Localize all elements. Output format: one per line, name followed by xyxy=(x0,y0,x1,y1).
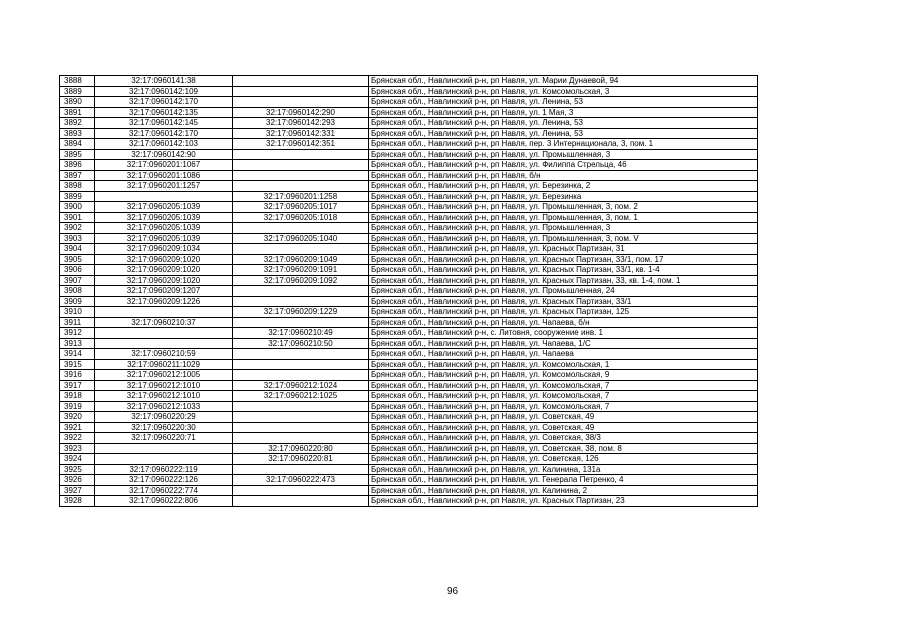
cadastral-number-cell: 32:17:0960212:1010 xyxy=(95,380,233,391)
row-number-cell: 3915 xyxy=(60,359,95,370)
table-row xyxy=(60,370,758,381)
related-cadastral-number-cell: 32:17:0960209:1049 xyxy=(233,254,369,265)
row-number-cell: 3899 xyxy=(60,191,95,202)
table-row xyxy=(60,275,758,286)
related-cadastral-number-cell xyxy=(233,317,369,328)
cadastral-number-cell: 32:17:0960211:1029 xyxy=(95,359,233,370)
table-row xyxy=(60,422,758,433)
table-row xyxy=(60,170,758,181)
cadastral-number-cell: 32:17:0960209:1207 xyxy=(95,286,233,297)
row-number-cell: 3903 xyxy=(60,233,95,244)
related-cadastral-number-cell xyxy=(233,160,369,171)
cadastral-number-cell: 32:17:0960220:29 xyxy=(95,412,233,423)
table-row xyxy=(60,307,758,318)
table-row xyxy=(60,317,758,328)
related-cadastral-number-cell: 32:17:0960210:50 xyxy=(233,338,369,349)
related-cadastral-number-cell xyxy=(233,76,369,87)
row-number-cell: 3925 xyxy=(60,464,95,475)
table-row xyxy=(60,107,758,118)
address-cell: Брянская обл., Навлинский р-н, рп Навля, ул. Промышленная, 3 xyxy=(369,149,758,160)
address-cell: Брянская обл., Навлинский р-н, рп Навля, ул. Промышленная, 3, пом. V xyxy=(369,233,758,244)
related-cadastral-number-cell xyxy=(233,223,369,234)
table-row xyxy=(60,401,758,412)
related-cadastral-number-cell xyxy=(233,170,369,181)
table-row xyxy=(60,223,758,234)
address-cell: Брянская обл., Навлинский р-н, рп Навля, ул. Комсомольская, 7 xyxy=(369,401,758,412)
row-number-cell: 3926 xyxy=(60,475,95,486)
address-cell: Брянская обл., Навлинский р-н, рп Навля, ул. Красных Партизан, 31 xyxy=(369,244,758,255)
address-cell: Брянская обл., Навлинский р-н, рп Навля, ул. Советская, 49 xyxy=(369,412,758,423)
row-number-cell: 3890 xyxy=(60,97,95,108)
cadastral-number-cell: 32:17:0960201:1086 xyxy=(95,170,233,181)
row-number-cell: 3898 xyxy=(60,181,95,192)
cadastral-number-cell: 32:17:0960142:135 xyxy=(95,107,233,118)
table-row xyxy=(60,128,758,139)
cadastral-number-cell: 32:17:0960209:1020 xyxy=(95,275,233,286)
row-number-cell: 3895 xyxy=(60,149,95,160)
row-number-cell: 3927 xyxy=(60,485,95,496)
row-number-cell: 3916 xyxy=(60,370,95,381)
table-row xyxy=(60,265,758,276)
row-number-cell: 3889 xyxy=(60,86,95,97)
address-cell: Брянская обл., Навлинский р-н, рп Навля, ул. Ленина, 53 xyxy=(369,97,758,108)
table-row xyxy=(60,212,758,223)
cadastral-number-cell: 32:17:0960142:90 xyxy=(95,149,233,160)
address-cell: Брянская обл., Навлинский р-н, рп Навля, ул. Комсомольская, 7 xyxy=(369,391,758,402)
cadastral-number-cell: 32:17:0960141:38 xyxy=(95,76,233,87)
row-number-cell: 3921 xyxy=(60,422,95,433)
related-cadastral-number-cell: 32:17:0960222:473 xyxy=(233,475,369,486)
table-row xyxy=(60,328,758,339)
table-row xyxy=(60,202,758,213)
table-row xyxy=(60,391,758,402)
cadastral-number-cell: 32:17:0960142:109 xyxy=(95,86,233,97)
related-cadastral-number-cell: 32:17:0960142:293 xyxy=(233,118,369,129)
address-cell: Брянская обл., Навлинский р-н, рп Навля, ул. Советская, 49 xyxy=(369,422,758,433)
related-cadastral-number-cell xyxy=(233,433,369,444)
related-cadastral-number-cell: 32:17:0960209:1092 xyxy=(233,275,369,286)
row-number-cell: 3928 xyxy=(60,496,95,507)
registry-table xyxy=(59,75,758,507)
related-cadastral-number-cell xyxy=(233,496,369,507)
address-cell: Брянская обл., Навлинский р-н, рп Навля, ул. Промышленная, 3 xyxy=(369,223,758,234)
table-row xyxy=(60,181,758,192)
address-cell: Брянская обл., Навлинский р-н, рп Навля, ул. Красных Партизан, 33/1, кв. 1-4 xyxy=(369,265,758,276)
address-cell: Брянская обл., Навлинский р-н, рп Навля, ул. Генерала Петренко, 4 xyxy=(369,475,758,486)
table-row xyxy=(60,244,758,255)
related-cadastral-number-cell xyxy=(233,359,369,370)
address-cell: Брянская обл., Навлинский р-н, рп Навля, ул. Промышленная, 24 xyxy=(369,286,758,297)
address-cell: Брянская обл., Навлинский р-н, рп Навля, ул. Советская, 126 xyxy=(369,454,758,465)
cadastral-number-cell xyxy=(95,307,233,318)
address-cell: Брянская обл., Навлинский р-н, рп Навля, ул. Красных Партизан, 23 xyxy=(369,496,758,507)
related-cadastral-number-cell xyxy=(233,401,369,412)
cadastral-number-cell: 32:17:0960209:1226 xyxy=(95,296,233,307)
cadastral-number-cell: 32:17:0960220:71 xyxy=(95,433,233,444)
related-cadastral-number-cell xyxy=(233,412,369,423)
row-number-cell: 3910 xyxy=(60,307,95,318)
table-row xyxy=(60,233,758,244)
cadastral-number-cell: 32:17:0960222:119 xyxy=(95,464,233,475)
cadastral-number-cell xyxy=(95,443,233,454)
row-number-cell: 3902 xyxy=(60,223,95,234)
address-cell: Брянская обл., Навлинский р-н, рп Навля, ул. Промышленная, 3, пом. 2 xyxy=(369,202,758,213)
address-cell: Брянская обл., Навлинский р-н, рп Навля, ул. Филиппа Стрельца, 46 xyxy=(369,160,758,171)
address-cell: Брянская обл., Навлинский р-н, рп Навля, ул. Чапаева xyxy=(369,349,758,360)
row-number-cell: 3917 xyxy=(60,380,95,391)
related-cadastral-number-cell xyxy=(233,422,369,433)
address-cell: Брянская обл., Навлинский р-н, рп Навля, ул. Ленина, 53 xyxy=(369,118,758,129)
related-cadastral-number-cell xyxy=(233,244,369,255)
address-cell: Брянская обл., Навлинский р-н, рп Навля, ул. Калинина, 2 xyxy=(369,485,758,496)
related-cadastral-number-cell xyxy=(233,86,369,97)
address-cell: Брянская обл., Навлинский р-н, рп Навля, ул. Красных Партизан, 33, кв. 1-4, пом. 1 xyxy=(369,275,758,286)
cadastral-number-cell xyxy=(95,191,233,202)
row-number-cell: 3911 xyxy=(60,317,95,328)
row-number-cell: 3912 xyxy=(60,328,95,339)
table-row xyxy=(60,86,758,97)
row-number-cell: 3922 xyxy=(60,433,95,444)
registry-table-body xyxy=(60,76,758,507)
table-row xyxy=(60,76,758,87)
table-row xyxy=(60,338,758,349)
related-cadastral-number-cell: 32:17:0960209:1229 xyxy=(233,307,369,318)
row-number-cell: 3918 xyxy=(60,391,95,402)
table-row xyxy=(60,296,758,307)
cadastral-number-cell: 32:17:0960205:1039 xyxy=(95,212,233,223)
address-cell: Брянская обл., Навлинский р-н, рп Навля, ул. Березинка, 2 xyxy=(369,181,758,192)
cadastral-number-cell: 32:17:0960212:1005 xyxy=(95,370,233,381)
related-cadastral-number-cell: 32:17:0960220:80 xyxy=(233,443,369,454)
table-row xyxy=(60,149,758,160)
address-cell: Брянская обл., Навлинский р-н, рп Навля, ул. Красных Партизан, 125 xyxy=(369,307,758,318)
related-cadastral-number-cell xyxy=(233,286,369,297)
table-row xyxy=(60,118,758,129)
related-cadastral-number-cell: 32:17:0960201:1258 xyxy=(233,191,369,202)
cadastral-number-cell xyxy=(95,454,233,465)
row-number-cell: 3897 xyxy=(60,170,95,181)
row-number-cell: 3908 xyxy=(60,286,95,297)
cadastral-number-cell: 32:17:0960205:1039 xyxy=(95,202,233,213)
address-cell: Брянская обл., Навлинский р-н, рп Навля, ул. Комсомольская, 3 xyxy=(369,86,758,97)
related-cadastral-number-cell xyxy=(233,485,369,496)
cadastral-number-cell: 32:17:0960212:1010 xyxy=(95,391,233,402)
row-number-cell: 3901 xyxy=(60,212,95,223)
related-cadastral-number-cell xyxy=(233,370,369,381)
address-cell: Брянская обл., Навлинский р-н, рп Навля, б/н xyxy=(369,170,758,181)
table-row xyxy=(60,139,758,150)
cadastral-number-cell: 32:17:0960209:1020 xyxy=(95,265,233,276)
address-cell: Брянская обл., Навлинский р-н, рп Навля, ул. Чапаева, б/н xyxy=(369,317,758,328)
address-cell: Брянская обл., Навлинский р-н, рп Навля, ул. Советская, 38/3 xyxy=(369,433,758,444)
row-number-cell: 3924 xyxy=(60,454,95,465)
related-cadastral-number-cell xyxy=(233,181,369,192)
cadastral-number-cell: 32:17:0960205:1039 xyxy=(95,223,233,234)
row-number-cell: 3907 xyxy=(60,275,95,286)
cadastral-number-cell xyxy=(95,338,233,349)
related-cadastral-number-cell: 32:17:0960210:49 xyxy=(233,328,369,339)
address-cell: Брянская обл., Навлинский р-н, рп Навля, ул. Комсомольская, 1 xyxy=(369,359,758,370)
cadastral-number-cell: 32:17:0960212:1033 xyxy=(95,401,233,412)
table-row xyxy=(60,286,758,297)
cadastral-number-cell: 32:17:0960201:1257 xyxy=(95,181,233,192)
table-row xyxy=(60,412,758,423)
table-row xyxy=(60,254,758,265)
cadastral-number-cell: 32:17:0960210:37 xyxy=(95,317,233,328)
cadastral-number-cell: 32:17:0960222:774 xyxy=(95,485,233,496)
address-cell: Брянская обл., Навлинский р-н, рп Навля, ул. Ленина, 53 xyxy=(369,128,758,139)
table-row xyxy=(60,160,758,171)
address-cell: Брянская обл., Навлинский р-н, рп Навля, ул. 1 Мая, 3 xyxy=(369,107,758,118)
row-number-cell: 3913 xyxy=(60,338,95,349)
address-cell: Брянская обл., Навлинский р-н, рп Навля, ул. Красных Партизан, 33/1, пом. 17 xyxy=(369,254,758,265)
cadastral-number-cell: 32:17:0960210:59 xyxy=(95,349,233,360)
table-row xyxy=(60,433,758,444)
related-cadastral-number-cell: 32:17:0960212:1024 xyxy=(233,380,369,391)
address-cell: Брянская обл., Навлинский р-н, рп Навля, ул. Чапаева, 1/С xyxy=(369,338,758,349)
address-cell: Брянская обл., Навлинский р-н, рп Навля, ул. Марии Дунаевой, 94 xyxy=(369,76,758,87)
row-number-cell: 3891 xyxy=(60,107,95,118)
cadastral-number-cell xyxy=(95,328,233,339)
address-cell: Брянская обл., Навлинский р-н, рп Навля, ул. Комсомольская, 7 xyxy=(369,380,758,391)
table-row xyxy=(60,97,758,108)
row-number-cell: 3919 xyxy=(60,401,95,412)
related-cadastral-number-cell xyxy=(233,97,369,108)
cadastral-number-cell: 32:17:0960205:1039 xyxy=(95,233,233,244)
row-number-cell: 3888 xyxy=(60,76,95,87)
row-number-cell: 3920 xyxy=(60,412,95,423)
table-row xyxy=(60,359,758,370)
table-row xyxy=(60,191,758,202)
row-number-cell: 3904 xyxy=(60,244,95,255)
address-cell: Брянская обл., Навлинский р-н, рп Навля, ул. Советская, 38, пом. 8 xyxy=(369,443,758,454)
row-number-cell: 3900 xyxy=(60,202,95,213)
row-number-cell: 3914 xyxy=(60,349,95,360)
row-number-cell: 3894 xyxy=(60,139,95,150)
related-cadastral-number-cell xyxy=(233,349,369,360)
related-cadastral-number-cell: 32:17:0960142:331 xyxy=(233,128,369,139)
address-cell: Брянская обл., Навлинский р-н, рп Навля, ул. Красных Партизан, 33/1 xyxy=(369,296,758,307)
cadastral-number-cell: 32:17:0960142:170 xyxy=(95,97,233,108)
row-number-cell: 3892 xyxy=(60,118,95,129)
table-row xyxy=(60,380,758,391)
table-row xyxy=(60,464,758,475)
row-number-cell: 3896 xyxy=(60,160,95,171)
cadastral-number-cell: 32:17:0960142:145 xyxy=(95,118,233,129)
row-number-cell: 3905 xyxy=(60,254,95,265)
row-number-cell: 3923 xyxy=(60,443,95,454)
related-cadastral-number-cell: 32:17:0960209:1091 xyxy=(233,265,369,276)
cadastral-number-cell: 32:17:0960222:126 xyxy=(95,475,233,486)
related-cadastral-number-cell xyxy=(233,464,369,475)
address-cell: Брянская обл., Навлинский р-н, рп Навля, ул. Промышленная, 3, пом. 1 xyxy=(369,212,758,223)
related-cadastral-number-cell xyxy=(233,149,369,160)
cadastral-number-cell: 32:17:0960209:1020 xyxy=(95,254,233,265)
address-cell: Брянская обл., Навлинский р-н, рп Навля, ул. Березинка xyxy=(369,191,758,202)
cadastral-number-cell: 32:17:0960201:1067 xyxy=(95,160,233,171)
table-row xyxy=(60,443,758,454)
table-row xyxy=(60,496,758,507)
page-number: 96 xyxy=(446,586,459,597)
related-cadastral-number-cell: 32:17:0960142:290 xyxy=(233,107,369,118)
table-row xyxy=(60,349,758,360)
address-cell: Брянская обл., Навлинский р-н, с. Литовня, сооружение инв. 1 xyxy=(369,328,758,339)
related-cadastral-number-cell: 32:17:0960205:1018 xyxy=(233,212,369,223)
cadastral-number-cell: 32:17:0960222:806 xyxy=(95,496,233,507)
related-cadastral-number-cell: 32:17:0960205:1040 xyxy=(233,233,369,244)
row-number-cell: 3893 xyxy=(60,128,95,139)
table-row xyxy=(60,485,758,496)
related-cadastral-number-cell: 32:17:0960142:351 xyxy=(233,139,369,150)
related-cadastral-number-cell xyxy=(233,296,369,307)
address-cell: Брянская обл., Навлинский р-н, рп Навля, ул. Комсомольская, 9 xyxy=(369,370,758,381)
row-number-cell: 3906 xyxy=(60,265,95,276)
address-cell: Брянская обл., Навлинский р-н, рп Навля, ул. Калинина, 131а xyxy=(369,464,758,475)
table-row xyxy=(60,454,758,465)
table-row xyxy=(60,475,758,486)
cadastral-number-cell: 32:17:0960209:1034 xyxy=(95,244,233,255)
cadastral-number-cell: 32:17:0960142:170 xyxy=(95,128,233,139)
related-cadastral-number-cell: 32:17:0960212:1025 xyxy=(233,391,369,402)
address-cell: Брянская обл., Навлинский р-н, рп Навля, пер. 3 Интернационала, 3, пом. 1 xyxy=(369,139,758,150)
row-number-cell: 3909 xyxy=(60,296,95,307)
related-cadastral-number-cell: 32:17:0960220:81 xyxy=(233,454,369,465)
related-cadastral-number-cell: 32:17:0960205:1017 xyxy=(233,202,369,213)
cadastral-number-cell: 32:17:0960142:103 xyxy=(95,139,233,150)
cadastral-number-cell: 32:17:0960220:30 xyxy=(95,422,233,433)
